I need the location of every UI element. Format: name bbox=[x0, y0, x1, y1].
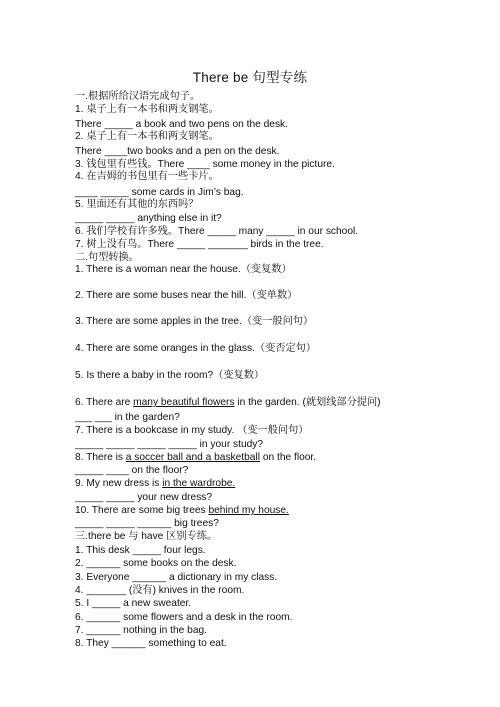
text-line bbox=[75, 624, 207, 637]
text-line bbox=[75, 145, 279, 158]
text-segment: 2. 桌子上有一本书和两支钢笔。 bbox=[75, 131, 219, 142]
text-segment: 4. _______ (没有) knives in the room. bbox=[75, 585, 245, 596]
underlined-phrase: in the wardrobe. bbox=[162, 478, 236, 489]
text-line bbox=[75, 438, 263, 451]
text-line bbox=[75, 491, 212, 504]
text-line bbox=[75, 557, 236, 570]
underlined-phrase: behind my house. bbox=[208, 505, 289, 516]
text-segment: 三.there be 与 have 区别专练。 bbox=[75, 531, 218, 542]
text-line bbox=[75, 424, 308, 437]
text-line bbox=[75, 637, 227, 650]
text-segment: There _____ a book and two pens on the desk. bbox=[75, 119, 288, 130]
text-segment: 3. Everyone ______ a dictionary in my class. bbox=[75, 572, 278, 583]
text-line bbox=[75, 451, 316, 464]
text-line bbox=[75, 477, 235, 490]
text-segment: 5. I _____ a new sweater. bbox=[75, 598, 192, 609]
text-segment: 7. 树上没有鸟。There _____ _______ birds in the tree. bbox=[75, 239, 324, 250]
text-segment: 6. There are bbox=[75, 397, 134, 408]
text-segment: 7. ______ nothing in the bag. bbox=[75, 625, 207, 636]
text-line bbox=[75, 170, 219, 183]
text-segment: _____ _____ ______ big trees? bbox=[75, 518, 219, 529]
underlined-phrase: many beautiful flowers bbox=[133, 397, 235, 408]
text-segment: on the floor. bbox=[260, 452, 317, 463]
page-title: There be 句型专练 bbox=[192, 70, 308, 85]
text-segment: 6. ______ some flowers and a desk in the room. bbox=[75, 612, 293, 623]
text-segment: 2. ______ some books on the desk. bbox=[75, 558, 237, 569]
text-segment: 5. 里面还有其他的东西吗？ bbox=[75, 199, 199, 210]
text-line bbox=[75, 584, 244, 597]
text-segment: There ____two books and a pen on the desk. bbox=[75, 146, 280, 157]
underlined-phrase: a soccer ball and a basketball bbox=[125, 452, 260, 463]
text-line bbox=[75, 597, 191, 610]
text-segment: _____ _____ _____ _____ in your study? bbox=[75, 439, 264, 450]
text-line bbox=[75, 396, 381, 409]
text-line bbox=[75, 238, 324, 251]
text-segment: ___ ___ in the garden? bbox=[75, 412, 180, 423]
text-segment: 8. They ______ something to eat. bbox=[75, 638, 227, 649]
text-line bbox=[75, 198, 198, 211]
text-segment: 6. 我们学校有许多残。There _____ many _____ in our school. bbox=[75, 226, 359, 237]
text-segment: 3. There are some apples in the tree.（变一般问句） bbox=[75, 316, 314, 327]
text-line bbox=[75, 289, 297, 302]
text-line bbox=[75, 342, 316, 355]
text-segment: in the garden. (就划线部分提问) bbox=[234, 397, 381, 408]
text-line bbox=[75, 611, 292, 624]
text-line bbox=[75, 411, 180, 424]
text-line bbox=[75, 464, 188, 477]
text-segment: 4. 在吉姆的书包里有一些卡片。 bbox=[75, 171, 219, 182]
text-line bbox=[75, 315, 313, 328]
text-line bbox=[75, 130, 219, 143]
text-line bbox=[75, 369, 264, 382]
text-line bbox=[75, 90, 200, 103]
text-line bbox=[75, 263, 292, 276]
text-segment: 2. There are some buses near the hill.（变单数） bbox=[75, 290, 298, 301]
text-segment: 1. There is a woman near the house.（变复数） bbox=[75, 264, 292, 275]
text-segment: 10. There are some big trees bbox=[75, 505, 209, 516]
text-segment: 1. This desk _____ four legs. bbox=[75, 545, 206, 556]
text-segment: 7. There is a bookcase in my study. （变一般问句） bbox=[75, 425, 309, 436]
text-line bbox=[75, 544, 206, 557]
text-line bbox=[75, 103, 219, 116]
text-line bbox=[75, 571, 277, 584]
text-segment: 8. There is bbox=[75, 452, 126, 463]
text-line bbox=[75, 212, 222, 225]
text-segment: _____ _____ anything else in it? bbox=[75, 213, 222, 224]
text-segment: ____ _____ some cards in Jim’s bag. bbox=[75, 187, 244, 198]
text-line bbox=[75, 517, 219, 530]
text-line bbox=[75, 504, 289, 517]
text-line bbox=[75, 530, 217, 543]
text-segment: 4. There are some oranges in the glass.（变否定句） bbox=[75, 343, 317, 354]
text-segment: _____ ____ on the floor? bbox=[75, 465, 189, 476]
text-segment: 3. 钱包里有些钱。There ____ some money in the picture. bbox=[75, 159, 335, 170]
text-segment: 9. My new dress is bbox=[75, 478, 163, 489]
text-segment: 1. 桌子上有一本书和两支钢笔。 bbox=[75, 104, 219, 115]
text-line bbox=[75, 225, 358, 238]
text-segment: _____ _____ your new dress? bbox=[75, 492, 213, 503]
text-segment: 一.根据所给汉语完成句子。 bbox=[75, 91, 201, 102]
text-segment: 二.句型转换。 bbox=[75, 252, 139, 263]
text-segment: 5. Is there a baby in the room?（变复数） bbox=[75, 370, 265, 381]
